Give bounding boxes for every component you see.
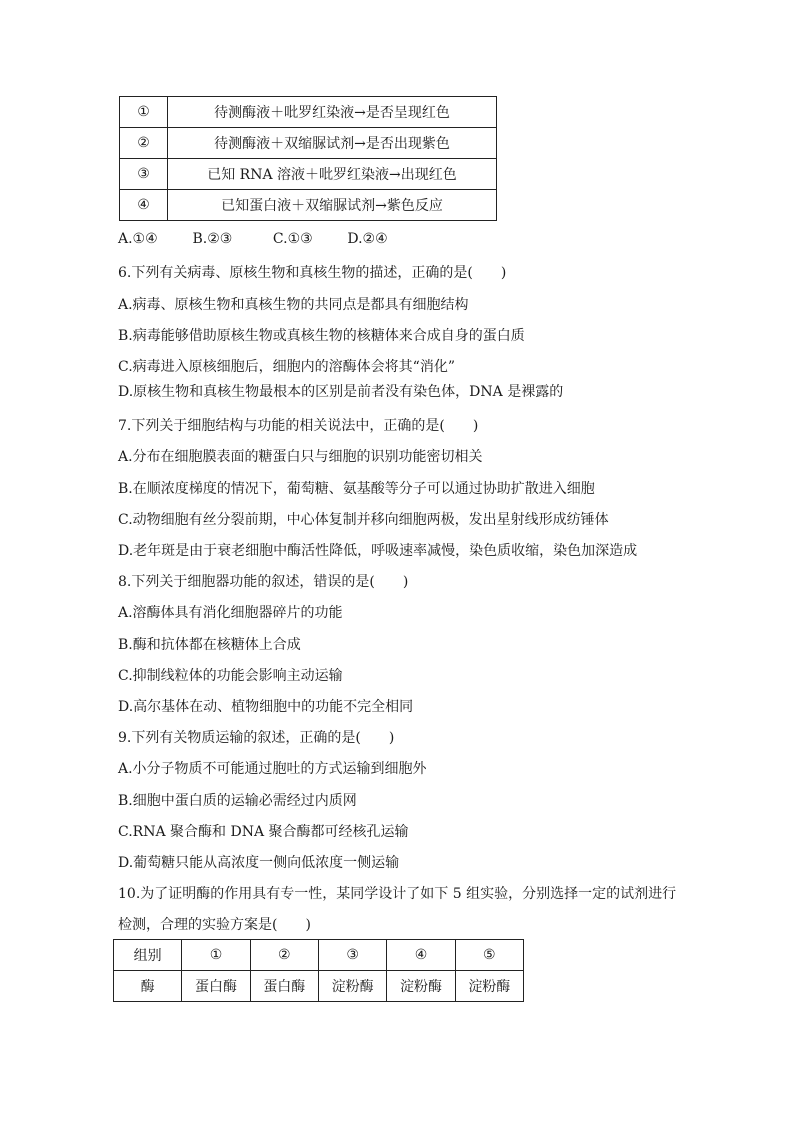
q7-stem: 7.下列关于细胞结构与功能的相关说法中，正确的是( ) <box>118 418 479 434</box>
row-number: ① <box>120 97 168 128</box>
reagent-table <box>119 96 497 221</box>
q8-option-d: D.高尔基体在动、植物细胞中的功能不完全相同 <box>118 699 414 715</box>
q6-option-d: D.原核生物和真核生物最根本的区别是前者没有染色体，DNA 是裸露的 <box>118 384 564 400</box>
header-cell: ② <box>250 940 318 971</box>
table-row <box>120 159 497 190</box>
row-cell: 蛋白酶 <box>250 971 318 1002</box>
q9-option-b: B.细胞中蛋白质的运输必需经过内质网 <box>118 793 357 809</box>
table-row <box>120 128 497 159</box>
header-cell: ④ <box>387 940 455 971</box>
q6-option-b: B.病毒能够借助原核生物或真核生物的核糖体来合成自身的蛋白质 <box>118 328 525 344</box>
row-number: ② <box>120 128 168 159</box>
q9-stem: 9.下列有关物质运输的叙述，正确的是( ) <box>118 730 395 746</box>
table-header-row <box>114 940 524 971</box>
q10-stem-line1: 10.为了证明酶的作用具有专一性，某同学设计了如下 5 组实验，分别选择一定的试剂进行 <box>118 886 677 902</box>
row-cell: 淀粉酶 <box>318 971 386 1002</box>
q9-option-c: C.RNA 聚合酶和 DNA 聚合酶都可经核孔运输 <box>118 824 409 840</box>
q6-option-a: A.病毒、原核生物和真核生物的共同点是都具有细胞结构 <box>118 297 469 313</box>
q8-option-b: B.酶和抗体都在核糖体上合成 <box>118 637 301 653</box>
q10-stem-line2: 检测，合理的实验方案是( ) <box>118 917 311 933</box>
q8-option-a: A.溶酶体具有消化细胞器碎片的功能 <box>118 605 343 621</box>
row-number: ③ <box>120 159 168 190</box>
q7-option-a: A.分布在细胞膜表面的糖蛋白只与细胞的识别功能密切相关 <box>118 449 483 465</box>
header-cell: ⑤ <box>455 940 523 971</box>
option-b: B.②③ <box>192 231 233 247</box>
q6-option-c: C.病毒进入原核细胞后，细胞内的溶酶体会将其“消化” <box>118 359 455 375</box>
header-cell: ① <box>182 940 250 971</box>
q9-option-d: D.葡萄糖只能从高浓度一侧向低浓度一侧运输 <box>118 855 400 871</box>
header-cell: ③ <box>318 940 386 971</box>
q6-stem: 6.下列有关病毒、原核生物和真核生物的描述，正确的是( ) <box>118 265 507 281</box>
enzyme-table <box>113 939 524 1002</box>
row-text: 已知蛋白液＋双缩脲试剂→紫色反应 <box>168 190 497 221</box>
q8-stem: 8.下列关于细胞器功能的叙述，错误的是( ) <box>118 574 409 590</box>
option-a: A.①④ <box>118 231 158 247</box>
row-cell: 淀粉酶 <box>387 971 455 1002</box>
option-d: D.②④ <box>347 231 388 247</box>
option-c: C.①③ <box>272 231 313 247</box>
header-cell: 组别 <box>114 940 182 971</box>
row-cell: 淀粉酶 <box>455 971 523 1002</box>
q5-options <box>118 231 388 247</box>
table-row <box>120 190 497 221</box>
q7-option-c: C.动物细胞有丝分裂前期，中心体复制并移向细胞两极，发出星射线形成纺锤体 <box>118 512 609 528</box>
row-text: 待测酶液＋吡罗红染液→是否呈现红色 <box>168 97 497 128</box>
q9-option-a: A.小分子物质不可能通过胞吐的方式运输到细胞外 <box>118 761 427 777</box>
q7-option-b: B.在顺浓度梯度的情况下，葡萄糖、氨基酸等分子可以通过协助扩散进入细胞 <box>118 481 595 497</box>
row-text: 已知 RNA 溶液＋吡罗红染液→出现红色 <box>168 159 497 190</box>
row-cell: 蛋白酶 <box>182 971 250 1002</box>
table-row <box>120 97 497 128</box>
row-text: 待测酶液＋双缩脲试剂→是否出现紫色 <box>168 128 497 159</box>
row-number: ④ <box>120 190 168 221</box>
q7-option-d: D.老年斑是由于衰老细胞中酶活性降低，呼吸速率减慢，染色质收缩，染色加深造成 <box>118 543 638 559</box>
row-cell: 酶 <box>114 971 182 1002</box>
table-row <box>114 971 524 1002</box>
q8-option-c: C.抑制线粒体的功能会影响主动运输 <box>118 668 343 684</box>
